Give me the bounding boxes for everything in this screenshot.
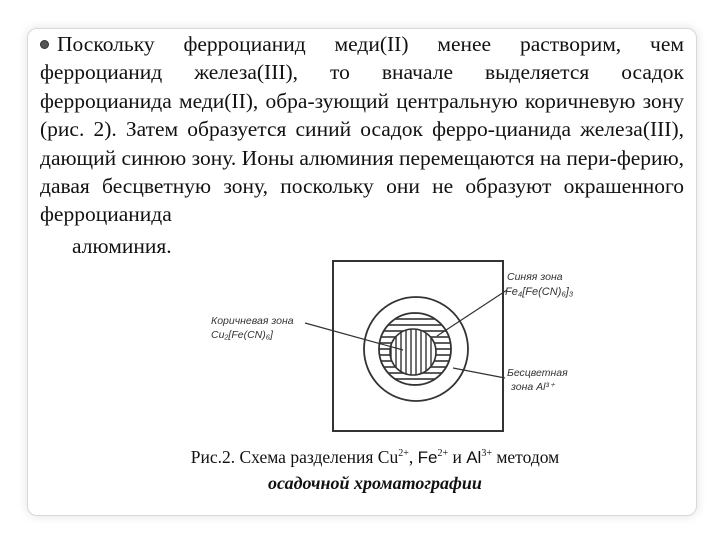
body-paragraph	[40, 30, 684, 229]
colorless-zone-ion: зона Al³⁺	[511, 381, 555, 393]
blue-zone-formula: Fe₄[Fe(CN)₆]₃	[505, 286, 574, 298]
caption-suffix: методом	[491, 447, 560, 467]
fe-charge: 2+	[437, 448, 449, 460]
paragraph-rest: ферроцианид железа(III), то вначале выделяется осадок ферроцианида меди(II), обра-зующий центральную коричневую зону (рис. 2). Затем образуется синий осадок ферро-цианида железа(III), дающий синюю зону. Ионы алюминия перемещаются на пери-ферию, давая бесцветную зону, поскольку они не образуют окрашенного ферроцианида	[40, 60, 684, 227]
cu-charge: 2+	[398, 448, 409, 460]
paragraph-line-1: Поскольку ферроцианид меди(II) менее растворим, чем	[57, 32, 684, 56]
al-charge: 3+	[481, 448, 492, 460]
blue-zone-label: Синяя зона	[507, 271, 563, 283]
chromatography-figure	[205, 258, 595, 433]
figure-caption-method: осадочной хроматографии	[268, 473, 482, 493]
brown-zone-formula: Cu₂[Fe(CN)₆]	[211, 329, 273, 341]
figure-caption	[140, 447, 610, 468]
blue-pointer-line	[437, 290, 507, 336]
caption-prefix: Рис.2. Схема разделения Cu	[190, 447, 399, 467]
brown-zone-fill	[390, 329, 436, 375]
bullet-icon	[40, 40, 49, 49]
colorless-zone-label: Бесцветная	[507, 367, 568, 379]
caption-and: и	[448, 447, 467, 467]
caption-fe: Fe	[417, 448, 438, 467]
brown-zone-label: Коричневая зона	[211, 315, 294, 327]
paragraph-last-line: алюминия.	[72, 234, 172, 258]
caption-separator: ,	[408, 447, 418, 467]
caption-al: Al	[466, 448, 482, 467]
